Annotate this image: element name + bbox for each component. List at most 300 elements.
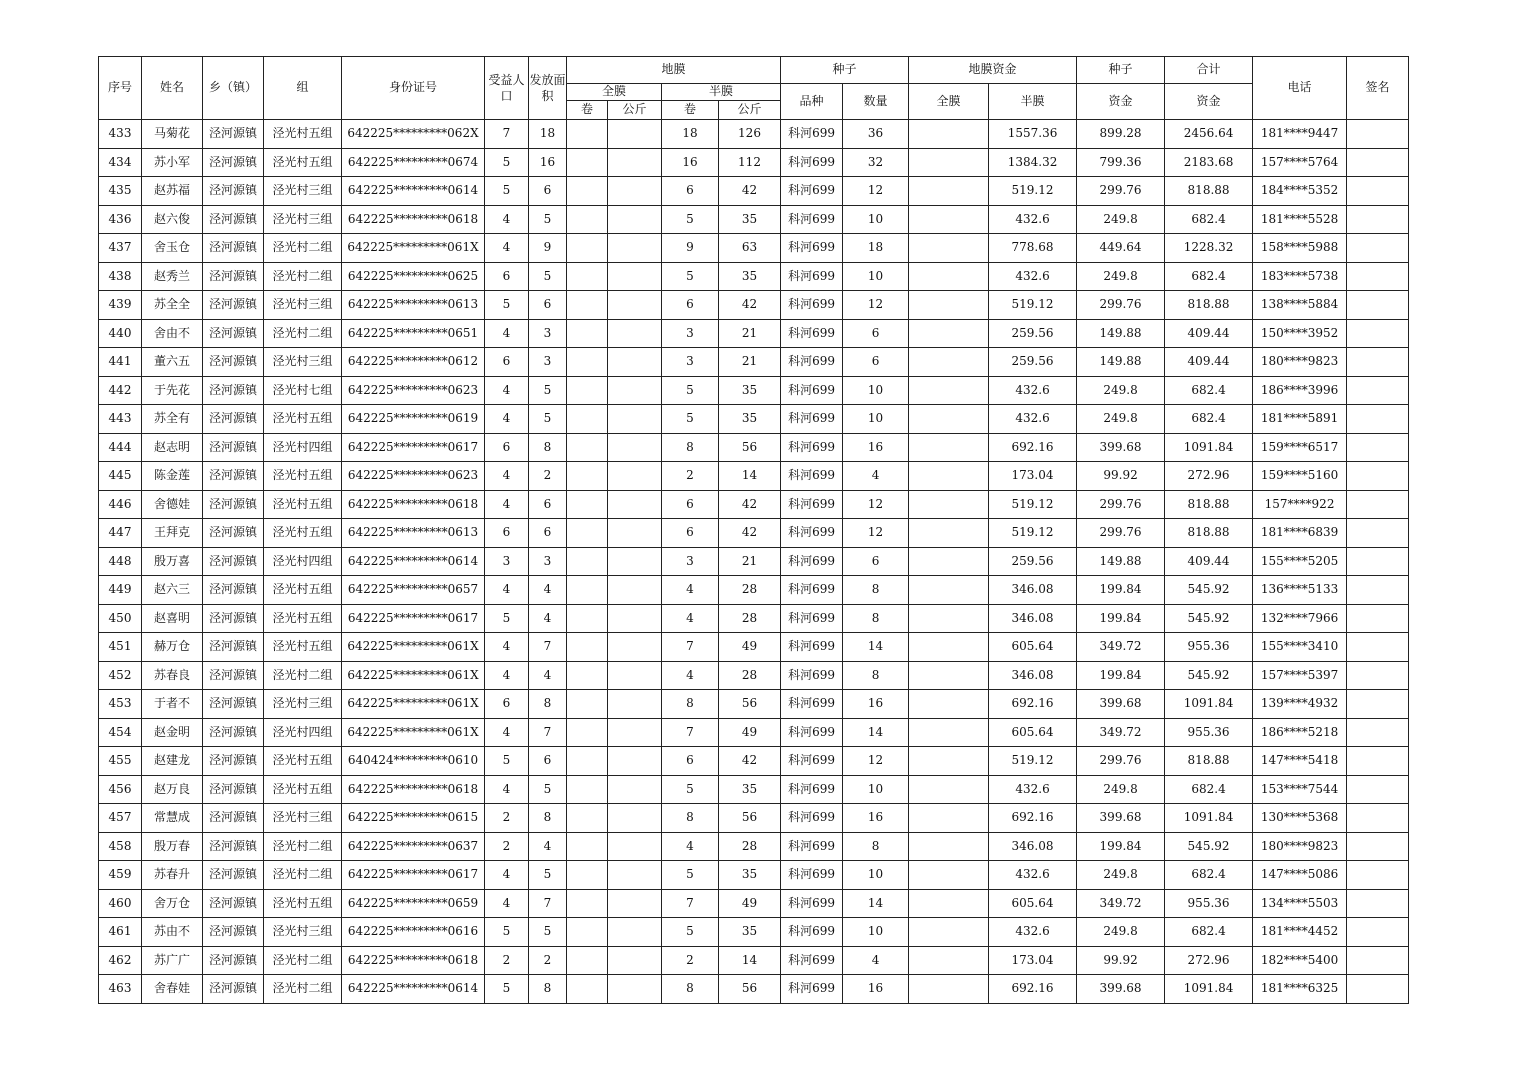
cell-beneficiaries: 6 bbox=[485, 690, 529, 719]
cell-name: 董六五 bbox=[142, 348, 203, 377]
table-row bbox=[99, 433, 1409, 462]
cell-total: 545.92 bbox=[1165, 661, 1253, 690]
table-row bbox=[99, 148, 1409, 177]
cell-quantity: 6 bbox=[843, 547, 909, 576]
cell-fund-full bbox=[909, 205, 989, 234]
header-full-roll: 卷 bbox=[567, 101, 608, 120]
cell-quantity: 8 bbox=[843, 832, 909, 861]
cell-seq: 441 bbox=[99, 348, 142, 377]
cell-town: 泾河源镇 bbox=[203, 348, 264, 377]
cell-full-roll bbox=[567, 747, 608, 776]
cell-seed-fund: 199.84 bbox=[1077, 604, 1165, 633]
cell-quantity: 14 bbox=[843, 718, 909, 747]
cell-seq: 462 bbox=[99, 946, 142, 975]
cell-seed-fund: 349.72 bbox=[1077, 718, 1165, 747]
cell-id-number: 642225*********0615 bbox=[342, 804, 485, 833]
cell-area: 8 bbox=[529, 804, 567, 833]
cell-seed-fund: 299.76 bbox=[1077, 490, 1165, 519]
cell-signature bbox=[1347, 120, 1409, 149]
cell-town: 泾河源镇 bbox=[203, 519, 264, 548]
cell-fund-full bbox=[909, 148, 989, 177]
cell-name: 舍万仓 bbox=[142, 889, 203, 918]
cell-full-kg bbox=[608, 120, 662, 149]
cell-town: 泾河源镇 bbox=[203, 547, 264, 576]
cell-beneficiaries: 6 bbox=[485, 262, 529, 291]
cell-half-kg: 35 bbox=[719, 262, 781, 291]
cell-seq: 435 bbox=[99, 177, 142, 206]
cell-id-number: 642225*********0613 bbox=[342, 519, 485, 548]
cell-total: 818.88 bbox=[1165, 747, 1253, 776]
cell-variety: 科河699 bbox=[781, 918, 843, 947]
cell-half-roll: 6 bbox=[662, 177, 719, 206]
cell-full-roll bbox=[567, 889, 608, 918]
cell-name: 赵苏福 bbox=[142, 177, 203, 206]
cell-beneficiaries: 4 bbox=[485, 205, 529, 234]
cell-id-number: 642225*********062X bbox=[342, 120, 485, 149]
cell-total: 1091.84 bbox=[1165, 975, 1253, 1004]
cell-phone: 136****5133 bbox=[1253, 576, 1347, 605]
cell-variety: 科河699 bbox=[781, 661, 843, 690]
cell-variety: 科河699 bbox=[781, 832, 843, 861]
cell-group: 泾光村五组 bbox=[264, 604, 342, 633]
cell-id-number: 642225*********0618 bbox=[342, 946, 485, 975]
cell-half-kg: 56 bbox=[719, 433, 781, 462]
cell-name: 舍德娃 bbox=[142, 490, 203, 519]
cell-half-roll: 5 bbox=[662, 262, 719, 291]
cell-full-roll bbox=[567, 832, 608, 861]
cell-fund-half: 259.56 bbox=[989, 319, 1077, 348]
cell-signature bbox=[1347, 148, 1409, 177]
cell-full-kg bbox=[608, 576, 662, 605]
table-row bbox=[99, 889, 1409, 918]
cell-phone: 157****922 bbox=[1253, 490, 1347, 519]
cell-quantity: 10 bbox=[843, 775, 909, 804]
cell-group: 泾光村三组 bbox=[264, 690, 342, 719]
cell-phone: 181****5891 bbox=[1253, 405, 1347, 434]
cell-id-number: 642225*********0674 bbox=[342, 148, 485, 177]
cell-beneficiaries: 4 bbox=[485, 462, 529, 491]
cell-variety: 科河699 bbox=[781, 547, 843, 576]
cell-full-kg bbox=[608, 490, 662, 519]
cell-town: 泾河源镇 bbox=[203, 633, 264, 662]
header-seed-fund-bottom: 资金 bbox=[1077, 84, 1165, 120]
cell-seq: 440 bbox=[99, 319, 142, 348]
cell-seq: 463 bbox=[99, 975, 142, 1004]
cell-seed-fund: 399.68 bbox=[1077, 690, 1165, 719]
table-row bbox=[99, 205, 1409, 234]
cell-beneficiaries: 6 bbox=[485, 433, 529, 462]
cell-seq: 458 bbox=[99, 832, 142, 861]
cell-seed-fund: 199.84 bbox=[1077, 832, 1165, 861]
cell-group: 泾光村二组 bbox=[264, 861, 342, 890]
cell-fund-half: 692.16 bbox=[989, 804, 1077, 833]
cell-name: 殷万春 bbox=[142, 832, 203, 861]
table-row bbox=[99, 319, 1409, 348]
header-name: 姓名 bbox=[142, 57, 203, 120]
cell-phone: 183****5738 bbox=[1253, 262, 1347, 291]
cell-area: 8 bbox=[529, 975, 567, 1004]
cell-fund-full bbox=[909, 718, 989, 747]
cell-id-number: 642225*********0617 bbox=[342, 604, 485, 633]
cell-full-kg bbox=[608, 975, 662, 1004]
cell-group: 泾光村七组 bbox=[264, 376, 342, 405]
cell-name: 赵喜明 bbox=[142, 604, 203, 633]
cell-beneficiaries: 4 bbox=[485, 376, 529, 405]
table-row bbox=[99, 291, 1409, 320]
cell-town: 泾河源镇 bbox=[203, 433, 264, 462]
cell-quantity: 4 bbox=[843, 462, 909, 491]
cell-signature bbox=[1347, 832, 1409, 861]
cell-full-roll bbox=[567, 177, 608, 206]
cell-quantity: 16 bbox=[843, 975, 909, 1004]
cell-quantity: 10 bbox=[843, 918, 909, 947]
cell-seq: 442 bbox=[99, 376, 142, 405]
cell-fund-full bbox=[909, 861, 989, 890]
cell-beneficiaries: 4 bbox=[485, 234, 529, 263]
cell-fund-full bbox=[909, 319, 989, 348]
cell-area: 8 bbox=[529, 433, 567, 462]
cell-full-kg bbox=[608, 234, 662, 263]
cell-area: 5 bbox=[529, 376, 567, 405]
cell-area: 4 bbox=[529, 576, 567, 605]
cell-name: 赵志明 bbox=[142, 433, 203, 462]
cell-beneficiaries: 2 bbox=[485, 832, 529, 861]
header-seq: 序号 bbox=[99, 57, 142, 120]
cell-phone: 180****9823 bbox=[1253, 832, 1347, 861]
cell-town: 泾河源镇 bbox=[203, 718, 264, 747]
cell-group: 泾光村三组 bbox=[264, 804, 342, 833]
cell-signature bbox=[1347, 718, 1409, 747]
cell-quantity: 10 bbox=[843, 205, 909, 234]
cell-fund-full bbox=[909, 832, 989, 861]
cell-seed-fund: 199.84 bbox=[1077, 576, 1165, 605]
cell-variety: 科河699 bbox=[781, 462, 843, 491]
cell-seed-fund: 249.8 bbox=[1077, 405, 1165, 434]
cell-group: 泾光村五组 bbox=[264, 576, 342, 605]
cell-id-number: 642225*********0614 bbox=[342, 975, 485, 1004]
cell-id-number: 640424*********0610 bbox=[342, 747, 485, 776]
cell-seq: 456 bbox=[99, 775, 142, 804]
cell-variety: 科河699 bbox=[781, 804, 843, 833]
cell-name: 赵六俊 bbox=[142, 205, 203, 234]
cell-town: 泾河源镇 bbox=[203, 946, 264, 975]
table-row bbox=[99, 775, 1409, 804]
cell-fund-half: 519.12 bbox=[989, 177, 1077, 206]
cell-half-roll: 9 bbox=[662, 234, 719, 263]
cell-fund-full bbox=[909, 975, 989, 1004]
cell-quantity: 12 bbox=[843, 519, 909, 548]
cell-half-roll: 8 bbox=[662, 433, 719, 462]
cell-half-roll: 6 bbox=[662, 519, 719, 548]
cell-seq: 447 bbox=[99, 519, 142, 548]
cell-total: 1091.84 bbox=[1165, 690, 1253, 719]
cell-id-number: 642225*********0613 bbox=[342, 291, 485, 320]
cell-fund-full bbox=[909, 604, 989, 633]
cell-fund-half: 432.6 bbox=[989, 918, 1077, 947]
cell-beneficiaries: 4 bbox=[485, 661, 529, 690]
cell-id-number: 642225*********0619 bbox=[342, 405, 485, 434]
cell-group: 泾光村二组 bbox=[264, 319, 342, 348]
header-film-fund-full: 全膜 bbox=[909, 84, 989, 120]
cell-signature bbox=[1347, 376, 1409, 405]
cell-half-roll: 4 bbox=[662, 832, 719, 861]
table-row bbox=[99, 633, 1409, 662]
cell-fund-half: 346.08 bbox=[989, 661, 1077, 690]
cell-half-roll: 18 bbox=[662, 120, 719, 149]
cell-area: 2 bbox=[529, 946, 567, 975]
cell-phone: 181****5528 bbox=[1253, 205, 1347, 234]
cell-signature bbox=[1347, 205, 1409, 234]
cell-town: 泾河源镇 bbox=[203, 376, 264, 405]
cell-fund-full bbox=[909, 177, 989, 206]
cell-name: 舍由不 bbox=[142, 319, 203, 348]
cell-name: 苏由不 bbox=[142, 918, 203, 947]
cell-total: 682.4 bbox=[1165, 205, 1253, 234]
cell-beneficiaries: 5 bbox=[485, 918, 529, 947]
cell-group: 泾光村五组 bbox=[264, 633, 342, 662]
cell-phone: 147****5418 bbox=[1253, 747, 1347, 776]
cell-total: 409.44 bbox=[1165, 319, 1253, 348]
cell-half-kg: 49 bbox=[719, 889, 781, 918]
cell-quantity: 36 bbox=[843, 120, 909, 149]
table-row bbox=[99, 918, 1409, 947]
cell-seq: 436 bbox=[99, 205, 142, 234]
cell-phone: 155****3410 bbox=[1253, 633, 1347, 662]
cell-beneficiaries: 5 bbox=[485, 747, 529, 776]
cell-full-kg bbox=[608, 661, 662, 690]
cell-seq: 446 bbox=[99, 490, 142, 519]
cell-area: 6 bbox=[529, 177, 567, 206]
cell-town: 泾河源镇 bbox=[203, 804, 264, 833]
cell-variety: 科河699 bbox=[781, 690, 843, 719]
cell-group: 泾光村五组 bbox=[264, 490, 342, 519]
cell-half-roll: 5 bbox=[662, 405, 719, 434]
cell-phone: 139****4932 bbox=[1253, 690, 1347, 719]
cell-total: 1091.84 bbox=[1165, 433, 1253, 462]
cell-town: 泾河源镇 bbox=[203, 405, 264, 434]
header-half-film: 半膜 bbox=[662, 84, 781, 101]
cell-full-kg bbox=[608, 348, 662, 377]
cell-id-number: 642225*********061X bbox=[342, 718, 485, 747]
header-signature: 签名 bbox=[1347, 57, 1409, 120]
cell-quantity: 18 bbox=[843, 234, 909, 263]
cell-town: 泾河源镇 bbox=[203, 747, 264, 776]
cell-fund-half: 432.6 bbox=[989, 376, 1077, 405]
cell-signature bbox=[1347, 234, 1409, 263]
table-row bbox=[99, 718, 1409, 747]
cell-half-roll: 6 bbox=[662, 291, 719, 320]
cell-id-number: 642225*********0625 bbox=[342, 262, 485, 291]
table-row bbox=[99, 547, 1409, 576]
cell-fund-full bbox=[909, 262, 989, 291]
cell-fund-half: 259.56 bbox=[989, 547, 1077, 576]
cell-fund-half: 519.12 bbox=[989, 291, 1077, 320]
cell-name: 苏广广 bbox=[142, 946, 203, 975]
cell-name: 于先花 bbox=[142, 376, 203, 405]
cell-half-roll: 2 bbox=[662, 946, 719, 975]
cell-half-roll: 7 bbox=[662, 718, 719, 747]
cell-quantity: 8 bbox=[843, 576, 909, 605]
cell-name: 陈金莲 bbox=[142, 462, 203, 491]
cell-full-kg bbox=[608, 433, 662, 462]
cell-seed-fund: 299.76 bbox=[1077, 177, 1165, 206]
cell-seq: 451 bbox=[99, 633, 142, 662]
cell-seed-fund: 199.84 bbox=[1077, 661, 1165, 690]
cell-full-roll bbox=[567, 319, 608, 348]
table-row bbox=[99, 376, 1409, 405]
cell-fund-full bbox=[909, 775, 989, 804]
cell-seed-fund: 299.76 bbox=[1077, 747, 1165, 776]
cell-area: 7 bbox=[529, 889, 567, 918]
cell-full-kg bbox=[608, 747, 662, 776]
cell-half-kg: 21 bbox=[719, 348, 781, 377]
cell-beneficiaries: 4 bbox=[485, 319, 529, 348]
cell-variety: 科河699 bbox=[781, 148, 843, 177]
cell-phone: 157****5764 bbox=[1253, 148, 1347, 177]
cell-town: 泾河源镇 bbox=[203, 775, 264, 804]
cell-name: 赵金明 bbox=[142, 718, 203, 747]
cell-half-kg: 126 bbox=[719, 120, 781, 149]
cell-full-roll bbox=[567, 462, 608, 491]
cell-seq: 449 bbox=[99, 576, 142, 605]
header-area: 发放面积 bbox=[529, 57, 567, 120]
cell-quantity: 12 bbox=[843, 177, 909, 206]
cell-beneficiaries: 2 bbox=[485, 946, 529, 975]
cell-fund-full bbox=[909, 348, 989, 377]
cell-area: 2 bbox=[529, 462, 567, 491]
cell-total: 818.88 bbox=[1165, 490, 1253, 519]
cell-fund-half: 1557.36 bbox=[989, 120, 1077, 149]
cell-seq: 448 bbox=[99, 547, 142, 576]
cell-half-kg: 35 bbox=[719, 376, 781, 405]
cell-town: 泾河源镇 bbox=[203, 234, 264, 263]
cell-id-number: 642225*********061X bbox=[342, 661, 485, 690]
table-row bbox=[99, 576, 1409, 605]
cell-name: 殷万喜 bbox=[142, 547, 203, 576]
cell-seq: 443 bbox=[99, 405, 142, 434]
cell-beneficiaries: 3 bbox=[485, 547, 529, 576]
cell-full-roll bbox=[567, 804, 608, 833]
cell-town: 泾河源镇 bbox=[203, 832, 264, 861]
cell-town: 泾河源镇 bbox=[203, 462, 264, 491]
cell-id-number: 642225*********0623 bbox=[342, 462, 485, 491]
cell-total: 682.4 bbox=[1165, 376, 1253, 405]
cell-variety: 科河699 bbox=[781, 490, 843, 519]
header-seed-fund-top: 种子 bbox=[1077, 57, 1165, 84]
header-variety: 品种 bbox=[781, 84, 843, 120]
cell-full-roll bbox=[567, 633, 608, 662]
cell-town: 泾河源镇 bbox=[203, 490, 264, 519]
cell-fund-full bbox=[909, 490, 989, 519]
cell-beneficiaries: 4 bbox=[485, 633, 529, 662]
cell-seed-fund: 449.64 bbox=[1077, 234, 1165, 263]
table-row bbox=[99, 490, 1409, 519]
cell-half-kg: 14 bbox=[719, 946, 781, 975]
cell-half-roll: 3 bbox=[662, 547, 719, 576]
cell-total: 409.44 bbox=[1165, 547, 1253, 576]
cell-group: 泾光村二组 bbox=[264, 946, 342, 975]
cell-id-number: 642225*********0659 bbox=[342, 889, 485, 918]
cell-seed-fund: 249.8 bbox=[1077, 205, 1165, 234]
cell-fund-full bbox=[909, 804, 989, 833]
cell-total: 1091.84 bbox=[1165, 804, 1253, 833]
cell-beneficiaries: 7 bbox=[485, 120, 529, 149]
cell-total: 545.92 bbox=[1165, 604, 1253, 633]
cell-signature bbox=[1347, 661, 1409, 690]
cell-phone: 159****5160 bbox=[1253, 462, 1347, 491]
cell-full-roll bbox=[567, 604, 608, 633]
cell-variety: 科河699 bbox=[781, 177, 843, 206]
cell-total: 2183.68 bbox=[1165, 148, 1253, 177]
cell-fund-full bbox=[909, 519, 989, 548]
cell-quantity: 6 bbox=[843, 348, 909, 377]
cell-beneficiaries: 5 bbox=[485, 177, 529, 206]
cell-quantity: 10 bbox=[843, 262, 909, 291]
header-quantity: 数量 bbox=[843, 84, 909, 120]
cell-id-number: 642225*********0623 bbox=[342, 376, 485, 405]
cell-phone: 153****7544 bbox=[1253, 775, 1347, 804]
cell-group: 泾光村五组 bbox=[264, 405, 342, 434]
cell-full-roll bbox=[567, 576, 608, 605]
cell-half-kg: 56 bbox=[719, 804, 781, 833]
cell-total: 682.4 bbox=[1165, 262, 1253, 291]
cell-quantity: 14 bbox=[843, 889, 909, 918]
cell-total: 818.88 bbox=[1165, 519, 1253, 548]
cell-full-roll bbox=[567, 433, 608, 462]
cell-seed-fund: 249.8 bbox=[1077, 918, 1165, 947]
table-row bbox=[99, 861, 1409, 890]
table-row bbox=[99, 177, 1409, 206]
cell-fund-half: 1384.32 bbox=[989, 148, 1077, 177]
cell-beneficiaries: 4 bbox=[485, 576, 529, 605]
cell-id-number: 642225*********0618 bbox=[342, 205, 485, 234]
cell-town: 泾河源镇 bbox=[203, 975, 264, 1004]
table-row bbox=[99, 120, 1409, 149]
cell-variety: 科河699 bbox=[781, 291, 843, 320]
cell-half-roll: 2 bbox=[662, 462, 719, 491]
cell-full-kg bbox=[608, 376, 662, 405]
cell-half-kg: 42 bbox=[719, 747, 781, 776]
cell-area: 4 bbox=[529, 661, 567, 690]
cell-id-number: 642225*********0618 bbox=[342, 775, 485, 804]
cell-seq: 461 bbox=[99, 918, 142, 947]
cell-id-number: 642225*********0637 bbox=[342, 832, 485, 861]
cell-phone: 181****6839 bbox=[1253, 519, 1347, 548]
cell-seed-fund: 249.8 bbox=[1077, 861, 1165, 890]
cell-variety: 科河699 bbox=[781, 889, 843, 918]
cell-seq: 455 bbox=[99, 747, 142, 776]
cell-seq: 438 bbox=[99, 262, 142, 291]
cell-id-number: 642225*********061X bbox=[342, 234, 485, 263]
cell-id-number: 642225*********0614 bbox=[342, 547, 485, 576]
cell-signature bbox=[1347, 433, 1409, 462]
cell-phone: 150****3952 bbox=[1253, 319, 1347, 348]
cell-total: 545.92 bbox=[1165, 832, 1253, 861]
cell-full-roll bbox=[567, 348, 608, 377]
cell-fund-half: 519.12 bbox=[989, 490, 1077, 519]
cell-town: 泾河源镇 bbox=[203, 604, 264, 633]
cell-full-kg bbox=[608, 633, 662, 662]
cell-half-roll: 16 bbox=[662, 148, 719, 177]
cell-beneficiaries: 6 bbox=[485, 348, 529, 377]
cell-name: 苏全全 bbox=[142, 291, 203, 320]
cell-half-roll: 5 bbox=[662, 775, 719, 804]
cell-signature bbox=[1347, 690, 1409, 719]
cell-town: 泾河源镇 bbox=[203, 918, 264, 947]
header-beneficiaries: 受益人口 bbox=[485, 57, 529, 120]
cell-half-roll: 5 bbox=[662, 918, 719, 947]
cell-quantity: 16 bbox=[843, 433, 909, 462]
